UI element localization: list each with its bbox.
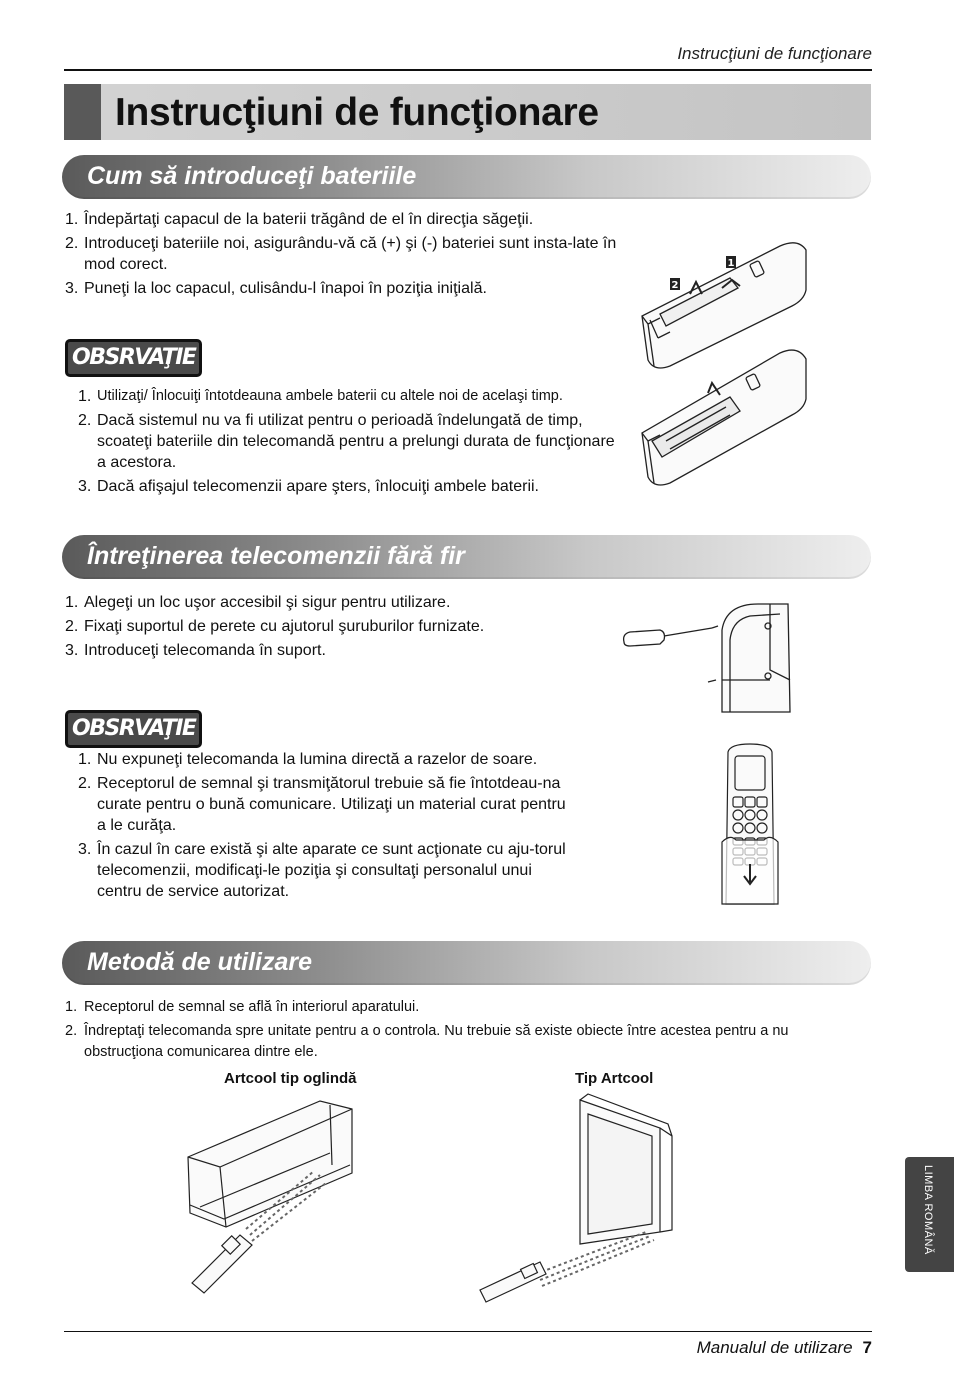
remote-in-holder-illustration (720, 742, 780, 907)
list-item: 1. Nu expuneţi telecomanda la lumina directă a razelor de soare. (78, 751, 538, 768)
list-item: 1. Îndepărtaţi capacul de la baterii trăgând de el în direcţia săgeţii. (65, 211, 534, 228)
footer (697, 1338, 872, 1358)
svg-text:1: 1 (727, 258, 735, 269)
page-number: 7 (862, 1338, 872, 1357)
artcool-indoor-unit-illustration (470, 1090, 690, 1310)
list-item: 2. Receptorul de semnal şi transmiţătorul trebuie să fie întotdeau-na curate pentru o bună comunicare. Utilizaţi un material curat pentru a le curăţa. (78, 775, 566, 834)
list-item: 1. Receptorul de semnal se află în interiorul aparatului. (65, 999, 420, 1015)
section-header-holder (62, 535, 871, 579)
wall-holder-screwdriver-illustration (620, 600, 800, 720)
holder-notes-list (78, 749, 578, 905)
svg-text:2: 2 (671, 280, 679, 291)
battery-steps-list (65, 209, 625, 302)
list-item: 3. În cazul în care există şi alte aparate ce sunt acţionate cu aju-torul telecomenzii, modificaţi-le poziţia şi consultaţi personalul unui centru de service autorizat. (78, 841, 566, 900)
footer-label: Manualul de utilizare (696, 1338, 853, 1357)
mirror-indoor-unit-illustration (180, 1095, 370, 1295)
section-header-batteries (62, 155, 871, 199)
section-title: Întreţinerea telecomenzii fără fir (87, 542, 465, 570)
section-title: Metodă de utilizare (87, 948, 313, 976)
footer-rule (64, 1331, 872, 1332)
usage-steps-list (65, 997, 835, 1066)
list-item: 1. Alegeţi un loc uşor accesibil şi sigur pentru utilizare. (65, 594, 451, 611)
running-header: Instrucţiuni de funcţionare (677, 44, 872, 63)
list-item: 3. Dacă afişajul telecomenzii apare şters, înlocuiţi ambele baterii. (78, 478, 539, 495)
list-item: 3. Puneţi la loc capacul, culisându-l înapoi în poziţia iniţială. (65, 280, 487, 297)
list-item: 2. Dacă sistemul nu va fi utilizat pentru o perioadă îndelungată de timp, scoateţi bateriile din telecomandă pentru a prelungi durata de funcţionare a acestora. (78, 412, 615, 471)
caption-artcool-unit: Tip Artcool (575, 1070, 654, 1087)
header-rule (64, 69, 872, 71)
title-accent-block (64, 84, 101, 140)
list-item: 3. Introduceţi telecomanda în suport. (65, 642, 326, 659)
caption-mirror-unit: Artcool tip oglindă (224, 1070, 357, 1087)
section-header-usage (62, 941, 871, 985)
note-badge: OBSRVAŢIE (65, 710, 202, 748)
page-title: Instrucţiuni de funcţionare (115, 91, 599, 134)
remote-battery-insert-illustration (630, 345, 820, 490)
holder-steps-list (65, 592, 605, 664)
language-tab (905, 1157, 954, 1272)
list-item: 2. Introduceţi bateriile noi, asigurându-vă că (+) şi (-) bateriei sunt insta-late în mod corect. (65, 235, 617, 273)
battery-notes-list (78, 386, 623, 500)
language-tab-label: LIMBA ROMÂNĂ (922, 1165, 934, 1255)
list-item: 1. Utilizaţi/ Înlocuiţi întotdeauna ambele baterii cu altele noi de acelaşi timp. (78, 388, 563, 405)
note-badge: OBSRVAŢIE (65, 339, 202, 377)
list-item: 2. Îndreptaţi telecomanda spre unitate pentru a o controla. Nu trebuie să existe obiecte între acestea pentru a nu obstrucţiona comunicarea dintre ele. (65, 1023, 789, 1060)
section-title: Cum să introduceţi bateriile (87, 162, 417, 190)
list-item: 2. Fixaţi suportul de perete cu ajutorul şuruburilor furnizate. (65, 618, 485, 635)
